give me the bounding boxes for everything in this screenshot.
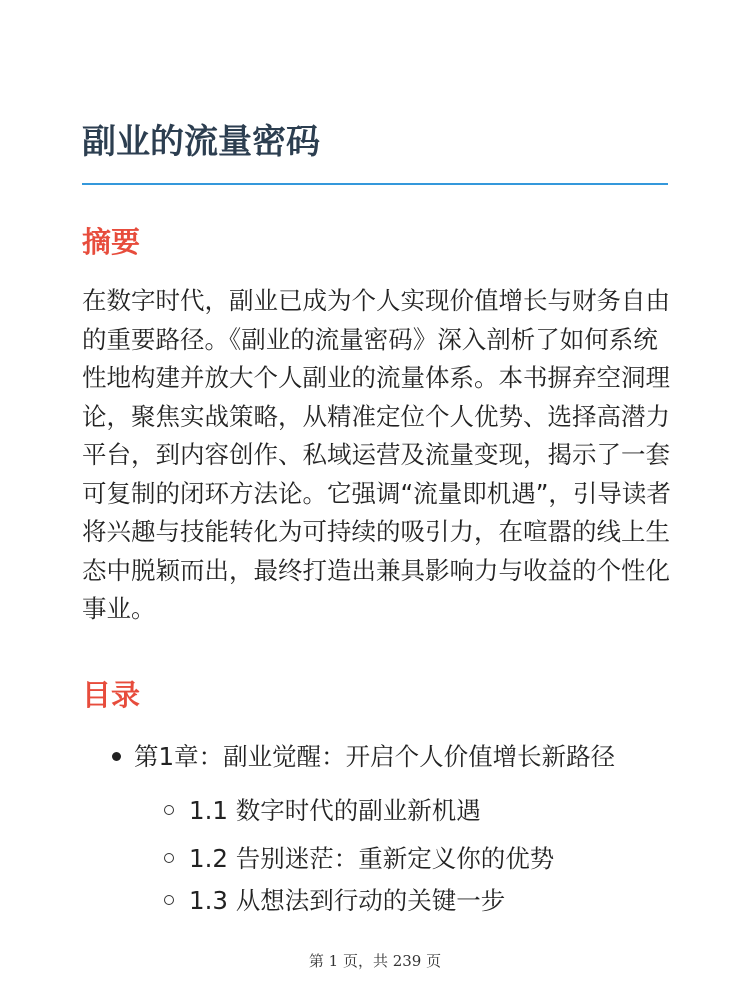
- toc-section-1-2[interactable]: 1.2 告别迷茫：重新定义你的优势: [189, 844, 555, 873]
- toc-heading: 目录: [82, 678, 141, 712]
- circle-bullet-icon: [164, 805, 174, 815]
- document-title: 副业的流量密码: [82, 122, 320, 162]
- bullet-icon: [112, 752, 121, 761]
- circle-bullet-icon: [164, 853, 174, 863]
- summary-paragraph: 在数字时代，副业已成为个人实现价值增长与财务自由的重要路径。《副业的流量密码》深入剖析了如何系统性地构建并放大个人副业的流量体系。本书摒弃空洞理论，聚焦实战策略，从精准定位个人优势、选择高潜力平台，到内容创作、私域运营及流量变现，揭示了一套可复制的闭环方法论。它强调“流量即机遇”，引导读者将兴趣与技能转化为可持续的吸引力，在喧嚣的线上生态中脱颖而出，最终打造出兼具影响力与收益的个性化事业。: [82, 286, 671, 623]
- toc-chapter-1[interactable]: 第1章：副业觉醒：开启个人价值增长新路径: [134, 742, 616, 771]
- page-footer: 第 1 页，共 239 页: [308, 952, 442, 970]
- circle-bullet-icon: [164, 895, 174, 905]
- title-divider: [82, 183, 668, 185]
- toc-section-1-1[interactable]: 1.1 数字时代的副业新机遇: [189, 796, 481, 825]
- toc-section-1-3[interactable]: 1.3 从想法到行动的关键一步: [189, 886, 506, 915]
- summary-heading: 摘要: [82, 225, 141, 259]
